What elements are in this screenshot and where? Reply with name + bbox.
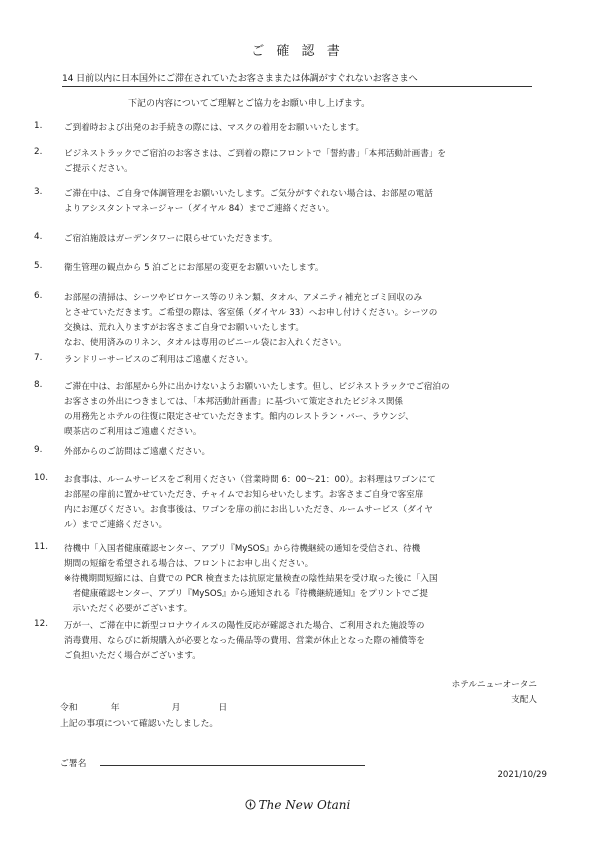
item-line: ランドリーサービスのご利用はご遠慮ください。 [64,355,254,365]
item-line: 内にお運びください。お食事後は、ワゴンを扉の前にお出しいただき、ルームサービス（ダイヤ [64,505,433,515]
item-line: 喫茶店のご利用はご遠慮ください。 [64,427,202,437]
hotel-name: ホテルニューオータニ [451,680,537,690]
item-body [64,473,534,533]
item-number: 10. [34,473,48,483]
item-line: 消毒費用、ならびに新規購入が必要となった備品等の費用、営業が休止となった際の補償等を [64,636,425,646]
item-line: お食事は、ルームサービスをご利用ください（営業時間 6：00〜21：00）。お料理はワゴンにて [64,475,436,485]
item-line: 万が一、ご滞在中に新型コロナウイルスの陽性反応が確認された場合、ご利用された施設等の [64,621,425,631]
item-number: 4. [34,232,43,242]
item-line: ご到着時および出発のお手続きの際には、マスクの着用をお願いいたします。 [64,123,365,133]
item-number: 9. [34,445,43,455]
item-body [64,353,534,368]
item-line: とさせていただきます。ご希望の際は、客室係（ダイヤル 33）へお申し付けください。シーツの [64,308,438,318]
logo-emblem-icon [245,799,256,810]
item-line: の用務先とホテルの往復に限定させていただきます。館内のレストラン・バー、ラウンジ、 [64,412,414,422]
item-number: 7. [34,353,43,363]
signature-line[interactable] [100,765,365,766]
signature-label: ご署名 [60,759,87,769]
item-body [64,121,534,136]
item-number: 12. [34,619,48,629]
item-line: 示いただく必要がございます。 [64,604,193,614]
item-number: 1. [34,121,43,131]
year-label: 年 [110,703,120,713]
item-line: ご宿泊施設はガーデンタワーに限らせていただきます。 [64,234,278,244]
issued-date: 2021/10/29 [497,770,547,780]
item-line: ご滞在中は、ご自身で体調管理をお願いいたします。ご気分がすぐれない場合は、お部屋の電話 [64,189,433,199]
manager-title: 支配人 [511,695,537,705]
item-line: よりアシスタントマネージャー（ダイヤル 84）までご連絡ください。 [64,204,335,214]
item-body [64,380,534,440]
item-line: お部屋の扉前に置かせていただき、チャイムでお知らせいたします。お客さまご自身で客室扉 [64,490,424,500]
item-body [64,147,534,177]
item-number: 11. [34,542,48,552]
item-body [64,619,534,664]
logo-text: The New Otani [258,798,351,812]
item-body [64,187,534,217]
item-line: 者健康確認センター、アプリ『MySOS』から通知される『待機継続通知』をプリントでご提 [64,589,428,599]
month-label: 月 [171,703,181,713]
item-body [64,445,534,460]
item-line: 交換は、荒れ入りますがお客さまご自身でお願いいたします。 [64,323,304,333]
item-body [64,542,534,617]
item-body [64,261,534,276]
confirmation-text: 上記の事項について確認いたしました。 [60,719,219,729]
item-body [64,232,534,247]
item-line: ビジネストラックでご宿泊のお客さまは、ご到着の際にフロントで「誓約書」「本邦活動計画書」を [64,149,446,159]
document-title: ご 確 認 書 [251,44,344,59]
date-fields [60,700,227,713]
day-label: 日 [218,703,228,713]
item-line: ご提示ください。 [64,164,133,174]
item-line: ご滞在中は、お部屋から外に出かけないようお願いいたします。但し、ビジネストラックでご宿泊の [64,382,450,392]
item-line: 待機中「入国者健康確認センター、アプリ『MySOS』から待機継続の通知を受信され、待機 [64,544,421,554]
item-line: なお、使用済みのリネン、タオルは専用のビニール袋にお入れください。 [64,338,347,348]
item-body [64,291,534,351]
item-number: 6. [34,291,43,301]
era-label: 令和 [60,703,78,713]
item-line: お部屋の清掃は、シーツやピロケース等のリネン類、タオル、アメニティ補充とゴミ回収のみ [64,293,423,303]
item-line: 衛生管理の観点から 5 泊ごとにお部屋の変更をお願いいたします。 [64,263,324,273]
item-number: 5. [34,261,43,271]
item-line: お客さまの外出につきましては、「本邦活動計画書」に基づいて策定されたビジネス関係 [64,397,404,407]
item-line: 期間の短縮を希望される場合は、フロントにお申し出ください。 [64,559,314,569]
item-number: 8. [34,380,43,390]
document-subtitle: 14 日前以内に日本国外にご滞在されていたお客さままたは体調がすぐれないお客さまへ [62,70,532,87]
hotel-logo [0,798,595,812]
item-line: ル）までご連絡ください。 [64,520,168,530]
item-line: 外部からのご訪問はご遠慮ください。 [64,447,211,457]
item-line: ※待機期間短縮には、自費での PCR 検査または抗原定量検査の陰性結果を受け取った後に「入国 [64,574,438,584]
item-line: ご負担いただく場合がございます。 [64,651,201,661]
item-number: 2. [34,147,43,157]
item-number: 3. [34,187,43,197]
intro-text: 下記の内容についてご理解とご協力をお願い申し上げます。 [128,99,371,109]
